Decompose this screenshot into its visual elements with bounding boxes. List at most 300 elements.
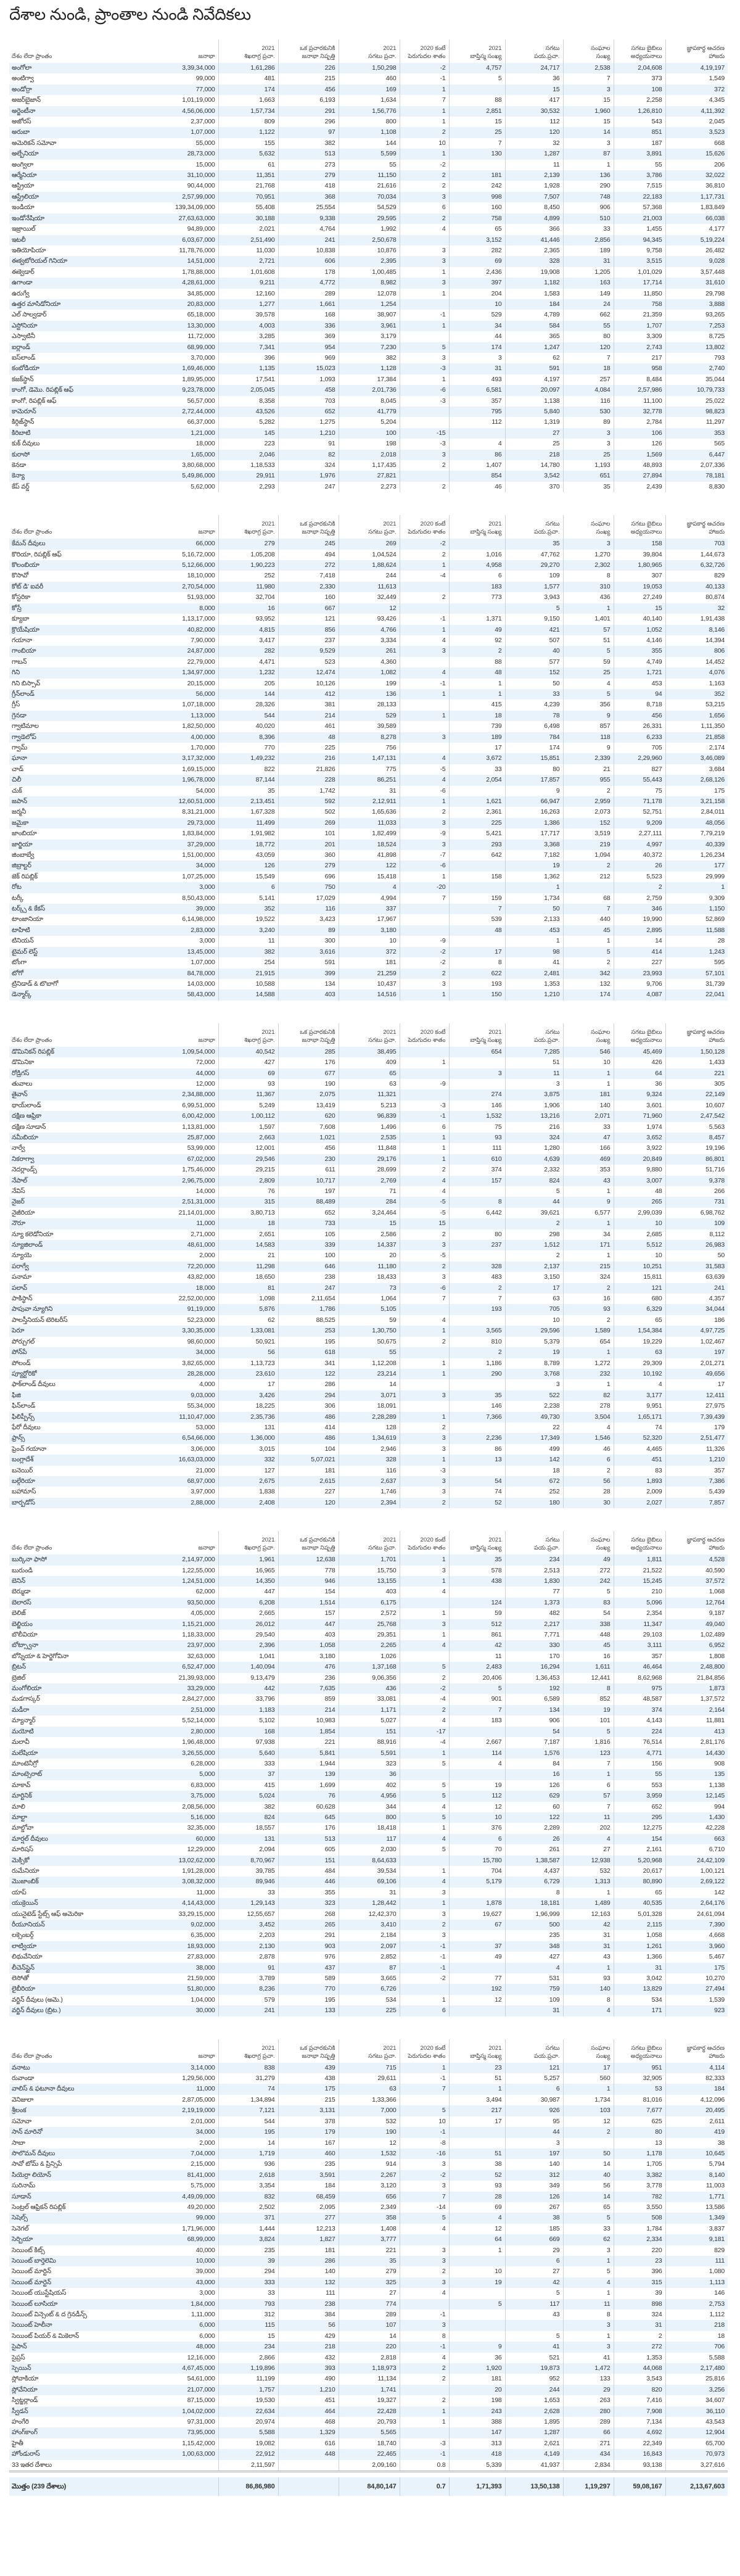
cell-memorial-attendance: 34,607 — [665, 2395, 728, 2406]
cell-average-publishers: 54,529 — [339, 202, 400, 213]
table-row — [9, 1240, 728, 1250]
cell-congregations: 5 — [563, 2266, 614, 2277]
cell-memorial-attendance: 1,44,673 — [665, 550, 728, 560]
cell-population — [123, 2460, 218, 2472]
cell-baptized: 193 — [449, 979, 505, 989]
cell-population-ratio: 490 — [278, 2374, 339, 2384]
cell-memorial-attendance: 4,97,725 — [665, 1326, 728, 1336]
cell-memorial-attendance: 703 — [665, 539, 728, 549]
cell-baptized: 282 — [449, 246, 505, 256]
table-row — [9, 1433, 728, 1443]
cell-average-pioneers: 3,943 — [505, 592, 563, 603]
cell-bible-studies: 29,309 — [614, 1358, 665, 1369]
cell-average-pioneers: 9,150 — [505, 614, 563, 624]
cell-average-pioneers: 1,928 — [505, 181, 563, 191]
cell-population-ratio: 5,07,021 — [278, 1455, 339, 1465]
cell-population-ratio: 218 — [278, 2342, 339, 2352]
cell-average-publishers: 144 — [339, 138, 400, 149]
cell-average-pioneers: 24,717 — [505, 63, 563, 73]
cell-peak-publishers: 7,121 — [218, 2105, 278, 2116]
cell-average-publishers: 11,134 — [339, 2374, 400, 2384]
cell-percent-increase: 3 — [400, 1619, 449, 1630]
table-row — [9, 192, 728, 202]
cell-memorial-attendance: 1,00,121 — [665, 1866, 728, 1876]
cell-country: ఘానా — [9, 753, 123, 764]
cell-baptized: 86 — [449, 450, 505, 460]
cell-population: 55,34,000 — [187, 1402, 215, 1410]
cell-population: 48,61,000 — [123, 1240, 218, 1250]
cell-memorial-attendance: 197 — [665, 1347, 728, 1358]
column-header-line2: పయ.ప్రచా. — [534, 529, 560, 536]
cell-percent-increase: 3 — [400, 1476, 449, 1487]
cell-average-publishers: 2,394 — [339, 1498, 400, 1508]
cell-average-pioneers: 41 — [505, 2342, 563, 2352]
cell-average-publishers: 10,437 — [339, 979, 400, 989]
cell-average-pioneers: 2 — [505, 1218, 563, 1229]
cell-population: 4,49,09,000 — [123, 2192, 218, 2202]
column-header-line1: సగటు బైబిలు — [631, 1028, 662, 1036]
cell-percent-increase: -2 — [400, 947, 449, 957]
cell-population: 5,12,66,000 — [123, 560, 218, 571]
cell-average-pioneers: 1,319 — [505, 417, 563, 427]
cell-memorial-attendance: 923 — [665, 2005, 728, 2016]
cell-peak-publishers: 5,632 — [218, 149, 278, 159]
cell-baptized — [449, 1422, 505, 1433]
cell-memorial-attendance: 372 — [665, 85, 728, 95]
cell-average-publishers: 93,426 — [339, 614, 400, 624]
cell-population-ratio: 1,699 — [278, 1780, 339, 1791]
cell-average-publishers: 5,599 — [339, 149, 400, 159]
cell-peak-publishers: 1,13,723 — [218, 1358, 278, 1369]
cell-country: సైపాన్ — [9, 2342, 123, 2352]
cell-congregations: 857 — [563, 721, 614, 732]
cell-population-ratio: 523 — [278, 657, 339, 667]
cell-memorial-attendance: 1,17,731 — [665, 192, 728, 202]
cell-population: 4,28,61,000 — [123, 278, 218, 288]
cell-memorial-attendance: 9,378 — [665, 1176, 728, 1186]
cell-population-ratio: 122 — [278, 1369, 339, 1379]
cell-country: కోస్టరికా — [12, 593, 31, 601]
cell-country: అల్బేనియా — [9, 149, 123, 159]
cell-peak-publishers: 17,541 — [218, 374, 278, 385]
cell-percent-increase: 3 — [400, 1444, 449, 1455]
table-row — [9, 1250, 728, 1261]
cell-congregations: 47 — [563, 1133, 614, 1143]
cell-country: బుర్కినా ఫాసో — [9, 1554, 123, 1565]
cell-population-ratio: 439 — [278, 2063, 339, 2073]
total-percent-increase: 0.7 — [400, 2477, 449, 2496]
cell-peak-publishers: 5,282 — [218, 417, 278, 427]
cell-country: కొలంబియా — [9, 560, 123, 571]
cell-memorial-attendance: 1,808 — [665, 1651, 728, 1662]
column-header-line2: జనాభా నిష్పత్తి — [302, 2052, 335, 2060]
cell-memorial-attendance: 1,080 — [665, 2266, 728, 2277]
cell-average-publishers: 27,821 — [339, 471, 400, 481]
cell-percent-increase: 4 — [400, 775, 449, 785]
cell-congregations: 5 — [563, 2213, 614, 2223]
cell-population-ratio: 215 — [278, 2095, 339, 2105]
table-row — [9, 807, 728, 817]
cell-bible-studies: 121 — [614, 1283, 665, 1294]
cell-congregations: 510 — [563, 213, 614, 224]
cell-average-publishers: 1,746 — [339, 1487, 400, 1497]
column-header-line1: 2021 — [488, 45, 502, 52]
cell-average-pioneers: 140 — [505, 2159, 563, 2169]
cell-population: 2,71,000 — [191, 1230, 215, 1238]
cell-percent-increase: 3 — [400, 1272, 449, 1282]
cell-average-publishers: 87 — [339, 1963, 400, 1973]
table-row — [9, 342, 728, 353]
cell-population-ratio: 733 — [278, 1218, 339, 1229]
cell-country: యుక్రెయిన్ — [9, 1898, 123, 1909]
cell-country: చాడ్ — [12, 765, 23, 773]
column-header-percent-increase — [400, 39, 449, 63]
cell-average-publishers: 18,740 — [339, 2438, 400, 2449]
cell-bible-studies: 553 — [614, 1780, 665, 1791]
cell-population: 68,97,000 — [123, 1476, 218, 1487]
cell-peak-publishers: 1,18,533 — [218, 460, 278, 471]
cell-country: ఐస్‌లాండ్ — [12, 353, 36, 361]
column-header-country — [9, 1023, 123, 1047]
cell-memorial-attendance: 53,215 — [665, 700, 728, 710]
cell-congregations: 120 — [563, 342, 614, 353]
cell-peak-publishers: 21 — [218, 1250, 278, 1261]
column-header-line2: సంఖ్య — [596, 1036, 610, 1044]
cell-population-ratio: 294 — [278, 1390, 339, 1401]
cell-peak-publishers: 9,211 — [218, 278, 278, 288]
cell-bible-studies: 3,601 — [614, 1100, 665, 1111]
cell-congregations: 1 — [563, 1068, 614, 1079]
cell-average-pioneers: 7,285 — [505, 1047, 563, 1057]
cell-percent-increase: 3 — [400, 353, 449, 363]
cell-average-pioneers: 14,780 — [505, 460, 563, 471]
cell-baptized — [449, 2138, 505, 2149]
cell-average-pioneers: 235 — [505, 1930, 563, 1941]
cell-peak-publishers: 33 — [218, 2288, 278, 2298]
cell-average-pioneers: 142 — [505, 1455, 563, 1465]
cell-peak-publishers: 442 — [218, 1683, 278, 1694]
cell-country: అండోర్రా — [9, 85, 123, 95]
cell-baptized — [449, 1218, 505, 1229]
cell-population: 2,01,000 — [191, 2117, 215, 2125]
column-header-line1: 2021 — [383, 1537, 397, 1544]
table-row — [9, 1844, 728, 1855]
cell-average-pioneers: 38 — [505, 2213, 563, 2223]
cell-population-ratio: 456 — [278, 1143, 339, 1154]
table-row — [9, 721, 728, 732]
cell-average-pioneers: 1,577 — [505, 582, 563, 592]
cell-country: ఫేరో దీవులు — [12, 1423, 41, 1431]
cell-average-pioneers: 2,137 — [505, 1261, 563, 1272]
cell-baptized: 4 — [449, 439, 505, 449]
cell-memorial-attendance: 1,243 — [665, 947, 728, 957]
cell-congregations: 2,073 — [563, 807, 614, 817]
cell-population: 34,000 — [123, 2127, 218, 2137]
cell-percent-increase: 4 — [400, 2288, 449, 2298]
cell-population: 98,60,000 — [187, 1337, 215, 1345]
cell-baptized: 42 — [449, 1640, 505, 1651]
cell-bible-studies: 106 — [614, 428, 665, 439]
cell-population: 34,85,000 — [187, 289, 215, 297]
cell-memorial-attendance: 4,528 — [665, 1554, 728, 1565]
column-header-line1 — [126, 520, 215, 528]
cell-population: 1,70,000 — [191, 743, 215, 751]
cell-congregations: 132 — [563, 979, 614, 989]
cell-population-ratio: 611 — [278, 1165, 339, 1175]
cell-population-ratio: 2,615 — [278, 1476, 339, 1487]
cell-population-ratio: 289 — [278, 289, 339, 299]
cell-memorial-attendance: 32,022 — [665, 170, 728, 181]
cell-average-publishers: 2,267 — [339, 2170, 400, 2181]
cell-population: 12,29,000 — [187, 1846, 215, 1854]
cell-baptized: 704 — [449, 1866, 505, 1876]
table-row — [9, 2224, 728, 2234]
cell-population: 11,10,47,000 — [123, 1412, 218, 1422]
table-row — [9, 2438, 728, 2449]
column-header-line2: హాజరు — [709, 1545, 725, 1552]
cell-population: 2,87,05,000 — [182, 2095, 215, 2103]
cell-population: 30,000 — [123, 2005, 218, 2016]
cell-population-ratio: 486 — [278, 1433, 339, 1443]
cell-bible-studies: 2,29,960 — [614, 753, 665, 764]
cell-average-publishers: 169 — [339, 85, 400, 95]
cell-peak-publishers: 2,094 — [218, 1844, 278, 1855]
cell-population-ratio: 606 — [278, 256, 339, 266]
cell-population: 21,59,000 — [187, 1975, 215, 1983]
cell-average-publishers: 2,395 — [339, 256, 400, 266]
cell-country: ప్యూర్టోరికో — [9, 1369, 123, 1379]
cell-population: 12,16,000 — [187, 2353, 215, 2361]
cell-average-pioneers: 8 — [505, 1888, 563, 1898]
cell-population-ratio: 667 — [278, 603, 339, 614]
cell-country: క్రొయేషియా — [9, 625, 123, 635]
cell-bible-studies: 10,251 — [614, 1261, 665, 1272]
cell-bible-studies: 705 — [614, 743, 665, 753]
cell-memorial-attendance: 179 — [665, 1422, 728, 1433]
column-header-population-ratio — [278, 39, 339, 63]
cell-peak-publishers: 15 — [218, 2331, 278, 2342]
cell-bible-studies: 31 — [614, 1963, 665, 1973]
cell-population-ratio: 9,338 — [278, 213, 339, 224]
cell-population-ratio: 12,638 — [278, 1554, 339, 1565]
cell-bible-studies: 9,951 — [614, 1401, 665, 1411]
cell-baptized — [449, 1888, 505, 1898]
cell-memorial-attendance: 63,639 — [665, 1272, 728, 1282]
cell-memorial-attendance: 1,26,234 — [665, 850, 728, 861]
table-row — [9, 85, 728, 95]
cell-baptized: 51 — [449, 2149, 505, 2159]
cell-memorial-attendance: 9,309 — [665, 893, 728, 904]
table-row — [9, 1294, 728, 1304]
cell-congregations: 5 — [563, 1587, 614, 1597]
cell-memorial-attendance: 31,739 — [665, 979, 728, 989]
table-row — [9, 667, 728, 678]
cell-congregations: 212 — [563, 872, 614, 882]
cell-memorial-attendance: 994 — [665, 1802, 728, 1812]
cell-baptized: 328 — [449, 1261, 505, 1272]
column-header-population-ratio — [278, 1023, 339, 1047]
cell-population-ratio: 1,058 — [278, 1640, 339, 1651]
cell-peak-publishers: 2,203 — [218, 1930, 278, 1941]
cell-country: రుమేనియా — [12, 1867, 39, 1875]
cell-percent-increase — [400, 1068, 449, 1079]
cell-percent-increase: 2 — [400, 170, 449, 181]
cell-baptized: 31 — [449, 363, 505, 374]
cell-average-pioneers: 7,507 — [505, 192, 563, 202]
cell-percent-increase: 4 — [400, 2353, 449, 2363]
cell-average-pioneers: 591 — [505, 363, 563, 374]
cell-baptized: 54 — [449, 1476, 505, 1487]
table-row — [9, 1379, 728, 1390]
cell-average-publishers: 28,699 — [339, 1165, 400, 1175]
cell-congregations: 1,489 — [563, 1898, 614, 1909]
cell-memorial-attendance: 3,46,089 — [665, 753, 728, 764]
cell-congregations: 530 — [563, 407, 614, 417]
cell-bible-studies: 26 — [614, 861, 665, 871]
cell-population: 55,000 — [195, 139, 215, 147]
cell-population-ratio: 3,591 — [278, 2170, 339, 2181]
cell-memorial-attendance: 1,112 — [665, 2310, 728, 2320]
cell-memorial-attendance: 5,563 — [665, 1122, 728, 1133]
cell-baptized: 70 — [449, 1844, 505, 1855]
cell-bible-studies: 4,143 — [614, 1715, 665, 1726]
cell-congregations: 448 — [563, 1630, 614, 1640]
cell-population-ratio: 677 — [278, 1068, 339, 1079]
cell-average-publishers: 3,120 — [339, 2181, 400, 2191]
cell-country: మొజాంబిక్ — [9, 1876, 123, 1887]
table-row — [9, 743, 728, 753]
cell-average-pioneers: 8,789 — [505, 1358, 563, 1369]
cell-baptized: 3 — [449, 1068, 505, 1079]
cell-population-ratio: 104 — [278, 1444, 339, 1455]
cell-memorial-attendance: 4,12,096 — [665, 2095, 728, 2105]
column-header-line2: సగటు ప్రచా. — [368, 2052, 397, 2060]
cell-bible-studies: 357 — [614, 1651, 665, 1662]
cell-population-ratio: 339 — [278, 1240, 339, 1250]
cell-percent-increase: 2 — [400, 127, 449, 138]
cell-population-ratio: 179 — [278, 2127, 339, 2137]
cell-peak-publishers: 1,19,896 — [218, 2363, 278, 2374]
cell-population-ratio: 460 — [278, 2149, 339, 2159]
cell-peak-publishers: 3,789 — [218, 1973, 278, 1984]
cell-country: ఫ్రెంచ్ గయానా — [12, 1445, 47, 1453]
cell-average-pioneers: 4,899 — [505, 213, 563, 224]
cell-memorial-attendance: 4,114 — [665, 2063, 728, 2073]
cell-bible-studies: 324 — [614, 2310, 665, 2320]
cell-peak-publishers: 1,05,208 — [218, 550, 278, 560]
cell-population: 5,62,000 — [191, 482, 215, 490]
cell-memorial-attendance: 52,869 — [665, 914, 728, 925]
cell-average-publishers: 11,180 — [339, 1261, 400, 1272]
table-row — [9, 1651, 728, 1662]
cell-memorial-attendance: 7,79,219 — [665, 828, 728, 839]
cell-bible-studies: 80,890 — [614, 1876, 665, 1887]
cell-average-pioneers: 324 — [505, 1133, 563, 1143]
cell-congregations: 8 — [563, 1995, 614, 2005]
cell-country: ఐర్లాండ్ — [9, 342, 123, 353]
cell-memorial-attendance: 109 — [665, 1218, 728, 1229]
cell-country: సైప్రస్ — [12, 2353, 25, 2361]
cell-country: రువాండా — [12, 2074, 35, 2083]
cell-average-pioneers: 216 — [505, 1122, 563, 1133]
cell-country: జర్మనీ — [12, 808, 27, 816]
table-row — [9, 224, 728, 234]
cell-country: సెనెగల్ — [12, 2224, 29, 2232]
cell-population-ratio: 616 — [278, 2438, 339, 2449]
cell-average-publishers: 328 — [339, 1455, 400, 1465]
cell-population-ratio: 12,213 — [278, 2224, 339, 2234]
column-header-line2: దేశం లేదా ప్రాంతం — [12, 529, 52, 536]
cell-baptized — [449, 1079, 505, 1089]
cell-memorial-attendance: 3,837 — [665, 2224, 728, 2234]
cell-memorial-attendance: 3,523 — [665, 127, 728, 138]
cell-baptized: 69 — [449, 256, 505, 266]
cell-baptized: 189 — [449, 732, 505, 743]
cell-baptized: 12 — [449, 2224, 505, 2234]
cell-percent-increase: -1 — [400, 614, 449, 624]
table-row — [9, 1068, 728, 1079]
cell-average-pioneers: 4,239 — [505, 700, 563, 710]
column-header-population — [123, 39, 218, 63]
cell-baptized: 1,407 — [449, 460, 505, 471]
table-row — [9, 2116, 728, 2127]
cell-percent-increase: 2 — [400, 482, 449, 492]
cell-congregations: 174 — [563, 989, 614, 1000]
cell-percent-increase: -6 — [400, 786, 449, 796]
cell-congregations: 1 — [563, 2084, 614, 2094]
table-row — [9, 2192, 728, 2202]
cell-peak-publishers: 31,279 — [218, 2073, 278, 2084]
cell-population-ratio: 168 — [278, 310, 339, 320]
table-row — [9, 278, 728, 288]
table-row — [9, 646, 728, 656]
cell-population: 3,82,65,000 — [182, 1359, 215, 1367]
table-row — [9, 1834, 728, 1844]
total-bible-studies: 59,08,167 — [614, 2477, 665, 2496]
cell-population-ratio: 265 — [278, 1920, 339, 1930]
cell-population-ratio: 6,193 — [278, 95, 339, 105]
column-header-line2: జనాభా — [198, 53, 215, 60]
cell-memorial-attendance: 2,07,336 — [665, 460, 728, 471]
cell-population: 1,82,50,000 — [182, 722, 215, 730]
column-header-line2: జనాభా — [198, 1036, 215, 1044]
cell-baptized: 36 — [449, 2353, 505, 2363]
cell-population: 1,07,18,000 — [182, 701, 215, 709]
cell-baptized: 861 — [449, 1630, 505, 1640]
cell-baptized: 33 — [449, 764, 505, 775]
column-header-line2: దేశం లేదా ప్రాంతం — [12, 53, 52, 60]
cell-country: న్యూయె — [12, 1252, 32, 1260]
table-row — [9, 2310, 728, 2320]
cell-baptized: 93 — [449, 2181, 505, 2191]
cell-percent-increase: -3 — [400, 1466, 449, 1476]
cell-population: 1,78,88,000 — [182, 268, 215, 276]
table-row — [9, 1347, 728, 1358]
cell-memorial-attendance: 2,01,271 — [665, 1358, 728, 1369]
spacer-cell — [278, 2472, 339, 2478]
cell-country: ఫ్రాన్స్ — [9, 1433, 123, 1443]
cell-peak-publishers: 1,01,608 — [218, 267, 278, 278]
cell-average-pioneers: 1,583 — [505, 289, 563, 299]
cell-population-ratio: 214 — [278, 1705, 339, 1715]
cell-average-pioneers: 30,532 — [505, 106, 563, 117]
cell-average-pioneers: 77 — [505, 1587, 563, 1597]
cell-baptized: 49 — [449, 1952, 505, 1962]
cell-baptized: 20 — [449, 2385, 505, 2395]
cell-average-publishers: 221 — [339, 2245, 400, 2256]
cell-average-publishers: 122 — [339, 861, 400, 871]
cell-congregations: 51 — [563, 635, 614, 646]
